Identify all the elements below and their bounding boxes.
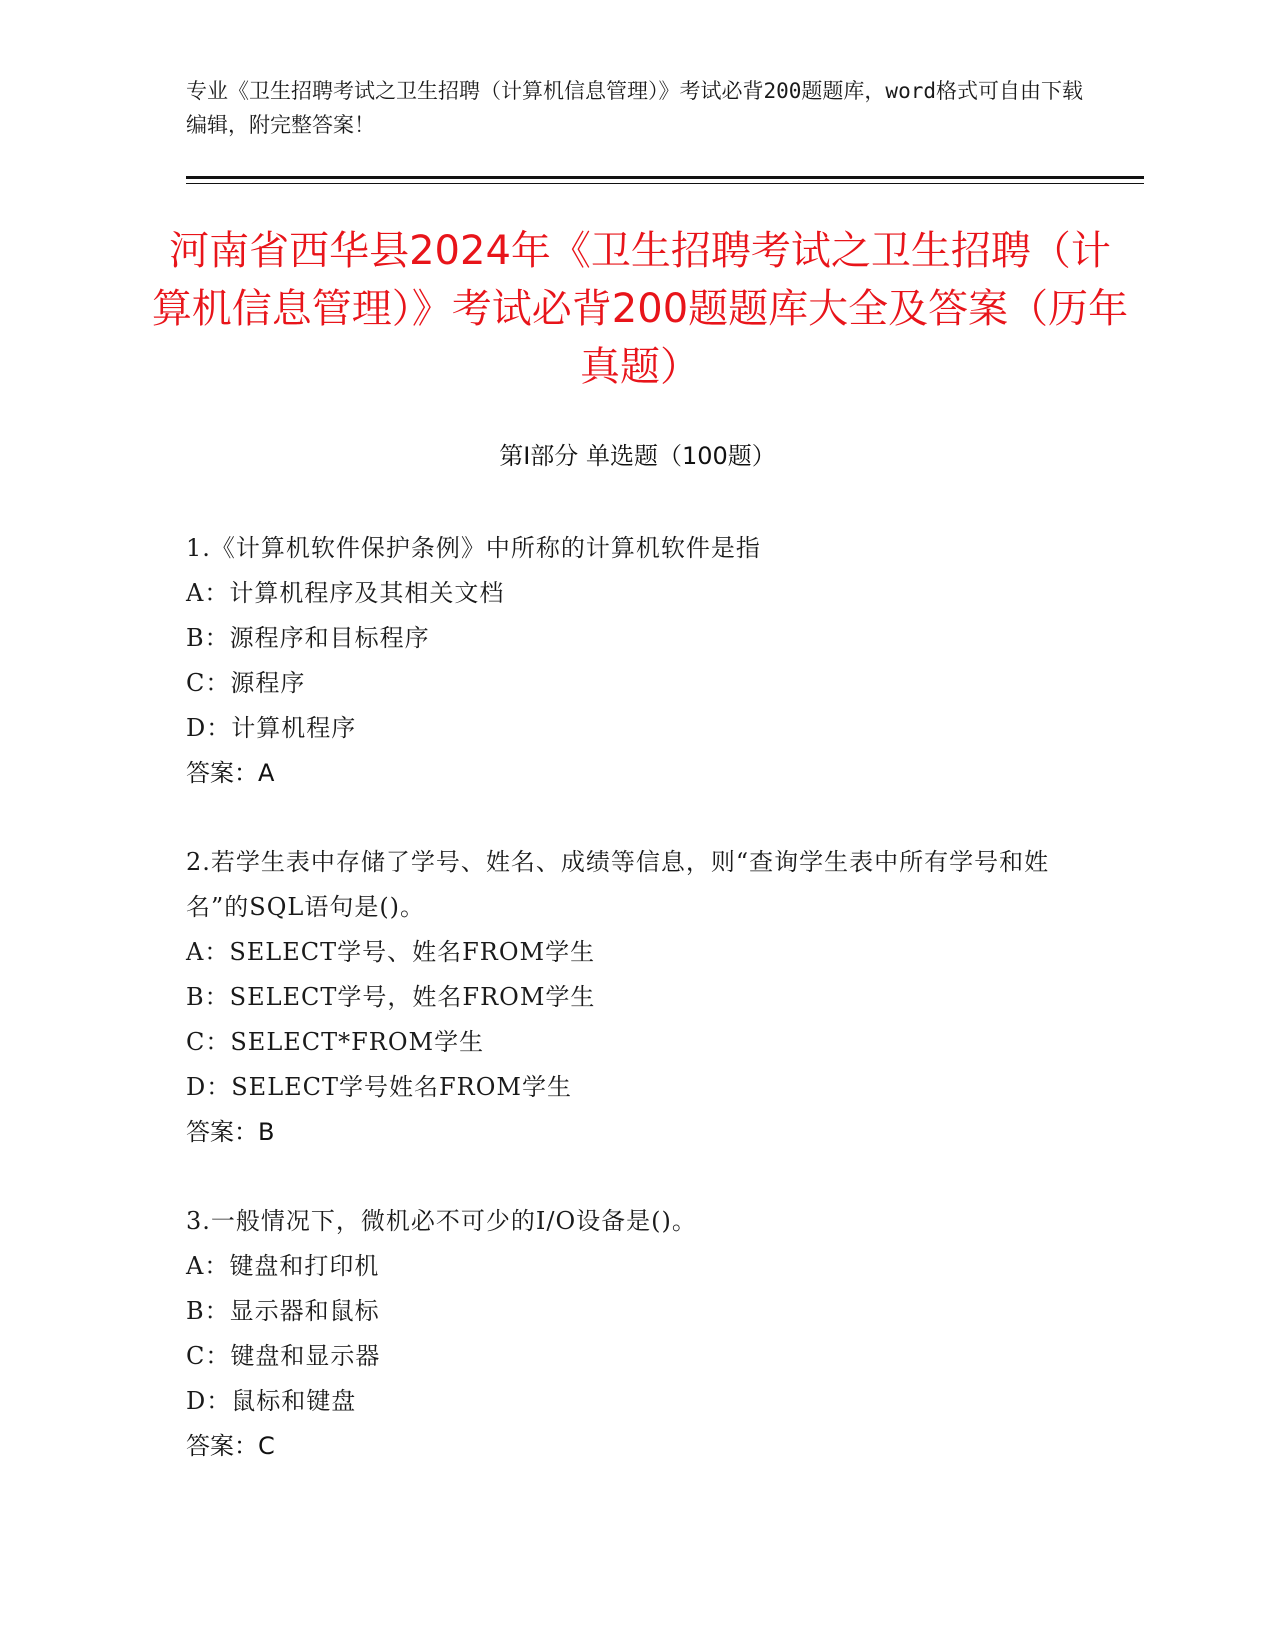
question-stem: 2.若学生表中存储了学号、姓名、成绩等信息，则“查询学生表中所有学号和姓名”的SQL语句是()。 bbox=[186, 848, 1050, 921]
header-note: 专业《卫生招聘考试之卫生招聘（计算机信息管理）》考试必背200题题库，word格式可自由下载编辑，附完整答案！ bbox=[186, 79, 1083, 137]
option-c: C：键盘和显示器 bbox=[186, 1342, 381, 1370]
option-d: D：鼠标和键盘 bbox=[186, 1387, 357, 1415]
option-b: B：源程序和目标程序 bbox=[186, 624, 430, 652]
header-rule-thin bbox=[186, 183, 1144, 184]
option-a: A：SELECT学号、姓名FROM学生 bbox=[186, 938, 596, 966]
option-b: B：SELECT学号，姓名FROM学生 bbox=[186, 983, 596, 1011]
question-item bbox=[186, 840, 1086, 1155]
answer: 答案：A bbox=[186, 759, 275, 787]
option-d: D：SELECT学号姓名FROM学生 bbox=[186, 1073, 573, 1101]
option-b: B：显示器和鼠标 bbox=[186, 1297, 380, 1325]
answer: 答案：B bbox=[186, 1118, 275, 1146]
option-d: D：计算机程序 bbox=[186, 714, 357, 742]
document-title: 河南省西华县2024年《卫生招聘考试之卫生招聘（计算机信息管理）》考试必背200题题库大全及答案（历年真题） bbox=[151, 228, 1129, 390]
option-c: C：SELECT*FROM学生 bbox=[186, 1028, 485, 1056]
question-list bbox=[186, 526, 1086, 1513]
question-stem: 1.《计算机软件保护条例》中所称的计算机软件是指 bbox=[186, 534, 761, 562]
question-item bbox=[186, 1199, 1086, 1469]
option-a: A：计算机程序及其相关文档 bbox=[186, 579, 505, 607]
header-rule-thick bbox=[186, 176, 1144, 179]
question-stem: 3.一般情况下，微机必不可少的I/O设备是()。 bbox=[186, 1207, 697, 1235]
option-a: A：键盘和打印机 bbox=[186, 1252, 380, 1280]
answer: 答案：C bbox=[186, 1432, 275, 1460]
section-heading: 第Ⅰ部分 单选题（100题） bbox=[499, 442, 776, 470]
question-item bbox=[186, 526, 1086, 796]
option-c: C：源程序 bbox=[186, 669, 306, 697]
